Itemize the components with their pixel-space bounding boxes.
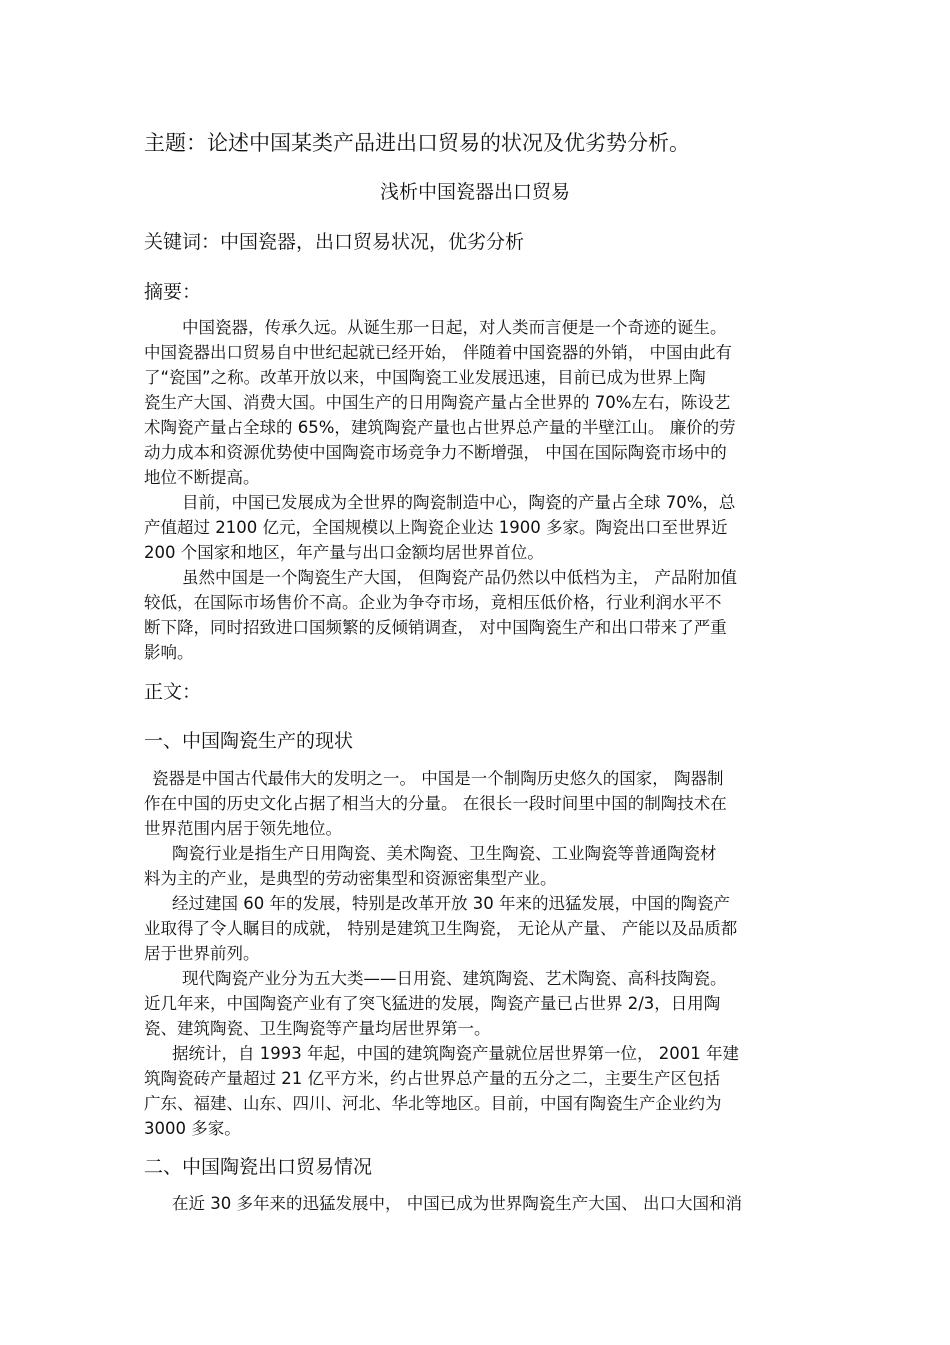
- section1-line: 现代陶瓷产业分为五大类——日用瓷、建筑陶瓷、艺术陶瓷、高科技陶瓷。: [182, 969, 727, 988]
- abstract-line: 断下降，同时招致进口国频繁的反倾销调查， 对中国陶瓷生产和出口带来了严重: [144, 618, 727, 637]
- body-heading: 正文：: [144, 681, 202, 703]
- section1-line: 陶瓷行业是指生产日用陶瓷、美术陶瓷、卫生陶瓷、工业陶瓷等普通陶瓷材: [172, 844, 717, 863]
- abstract-line: 瓷生产大国、消费大国。中国生产的日用陶瓷产量占全世界的 70%左右，陈设艺: [144, 393, 731, 412]
- section1-line: 居于世界前列。: [144, 944, 260, 963]
- keywords-line: 关键词：中国瓷器，出口贸易状况，优劣分析: [144, 231, 525, 253]
- abstract-line: 较低，在国际市场售价不高。企业为争夺市场，竟相压低价格，行业利润水平不: [144, 593, 722, 612]
- abstract-line: 虽然中国是一个陶瓷生产大国， 但陶瓷产品仍然以中低档为主， 产品附加值: [182, 568, 737, 587]
- section1-line: 广东、福建、山东、四川、河北、华北等地区。目前，中国有陶瓷生产企业约为: [144, 1094, 722, 1113]
- abstract-line: 地位不断提高。: [144, 468, 260, 487]
- section2-line: 在近 30 多年来的迅猛发展中， 中国已成为世界陶瓷生产大国、 出口大国和消: [172, 1194, 742, 1213]
- abstract-line: 影响。: [144, 643, 194, 662]
- subject-line: 主题：论述中国某类产品进出口贸易的状况及优劣势分析。: [144, 131, 690, 155]
- section1-line: 世界范围内居于领先地位。: [144, 819, 342, 838]
- abstract-line: 术陶瓷产量占全球的 65%，建筑陶瓷产量也占世界总产量的半壁江山。 廉价的劳: [144, 418, 736, 437]
- abstract-line: 产值超过 2100 亿元，全国规模以上陶瓷企业达 1900 多家。陶瓷出口至世界近: [144, 518, 728, 537]
- section1-heading: 一、中国陶瓷生产的现状: [144, 730, 354, 752]
- abstract-line: 动力成本和资源优势使中国陶瓷市场竞争力不断增强， 中国在国际陶瓷市场中的: [144, 443, 727, 462]
- abstract-heading: 摘要：: [144, 281, 202, 303]
- section1-line: 瓷、建筑陶瓷、卫生陶瓷等产量均居世界第一。: [144, 1019, 491, 1038]
- abstract-line: 目前，中国已发展成为全世界的陶瓷制造中心，陶瓷的产量占全球 70%，总: [182, 493, 736, 512]
- section2-heading: 二、中国陶瓷出口贸易情况: [144, 1156, 373, 1178]
- abstract-line: 了“瓷国”之称。改革开放以来，中国陶瓷工业发展迅速，目前已成为世界上陶: [144, 368, 706, 387]
- abstract-line: 中国瓷器出口贸易自中世纪起就已经开始， 伴随着中国瓷器的外销， 中国由此有: [144, 343, 732, 362]
- section1-line: 料为主的产业，是典型的劳动密集型和资源密集型产业。: [144, 869, 557, 888]
- section1-line: 经过建国 60 年的发展，特别是改革开放 30 年来的迅猛发展，中国的陶瓷产: [172, 894, 730, 913]
- section1-line: 筑陶瓷砖产量超过 21 亿平方米，约占世界总产量的五分之二，主要生产区包括: [144, 1069, 720, 1088]
- abstract-line: 中国瓷器，传承久远。从诞生那一日起，对人类而言便是一个奇迹的诞生。: [182, 318, 727, 337]
- section1-line: 近几年来，中国陶瓷产业有了突飞猛进的发展，陶瓷产量已占世界 2/3，日用陶: [144, 994, 721, 1013]
- section1-line: 业取得了令人瞩目的成就， 特别是建筑卫生陶瓷， 无论从产量、 产能以及品质都: [144, 919, 738, 938]
- section1-line: 瓷器是中国古代最伟大的发明之一。 中国是一个制陶历史悠久的国家， 陶器制: [152, 769, 724, 788]
- section1-line: 作在中国的历史文化占据了相当大的分量。 在很长一段时间里中国的制陶技术在: [144, 794, 727, 813]
- section1-line: 据统计，自 1993 年起，中国的建筑陶瓷产量就位居世界第一位， 2001 年建: [172, 1044, 739, 1063]
- section1-line: 3000 多家。: [144, 1119, 241, 1138]
- abstract-line: 200 个国家和地区，年产量与出口金额均居世界首位。: [144, 543, 544, 562]
- document-title: 浅析中国瓷器出口贸易: [379, 181, 570, 203]
